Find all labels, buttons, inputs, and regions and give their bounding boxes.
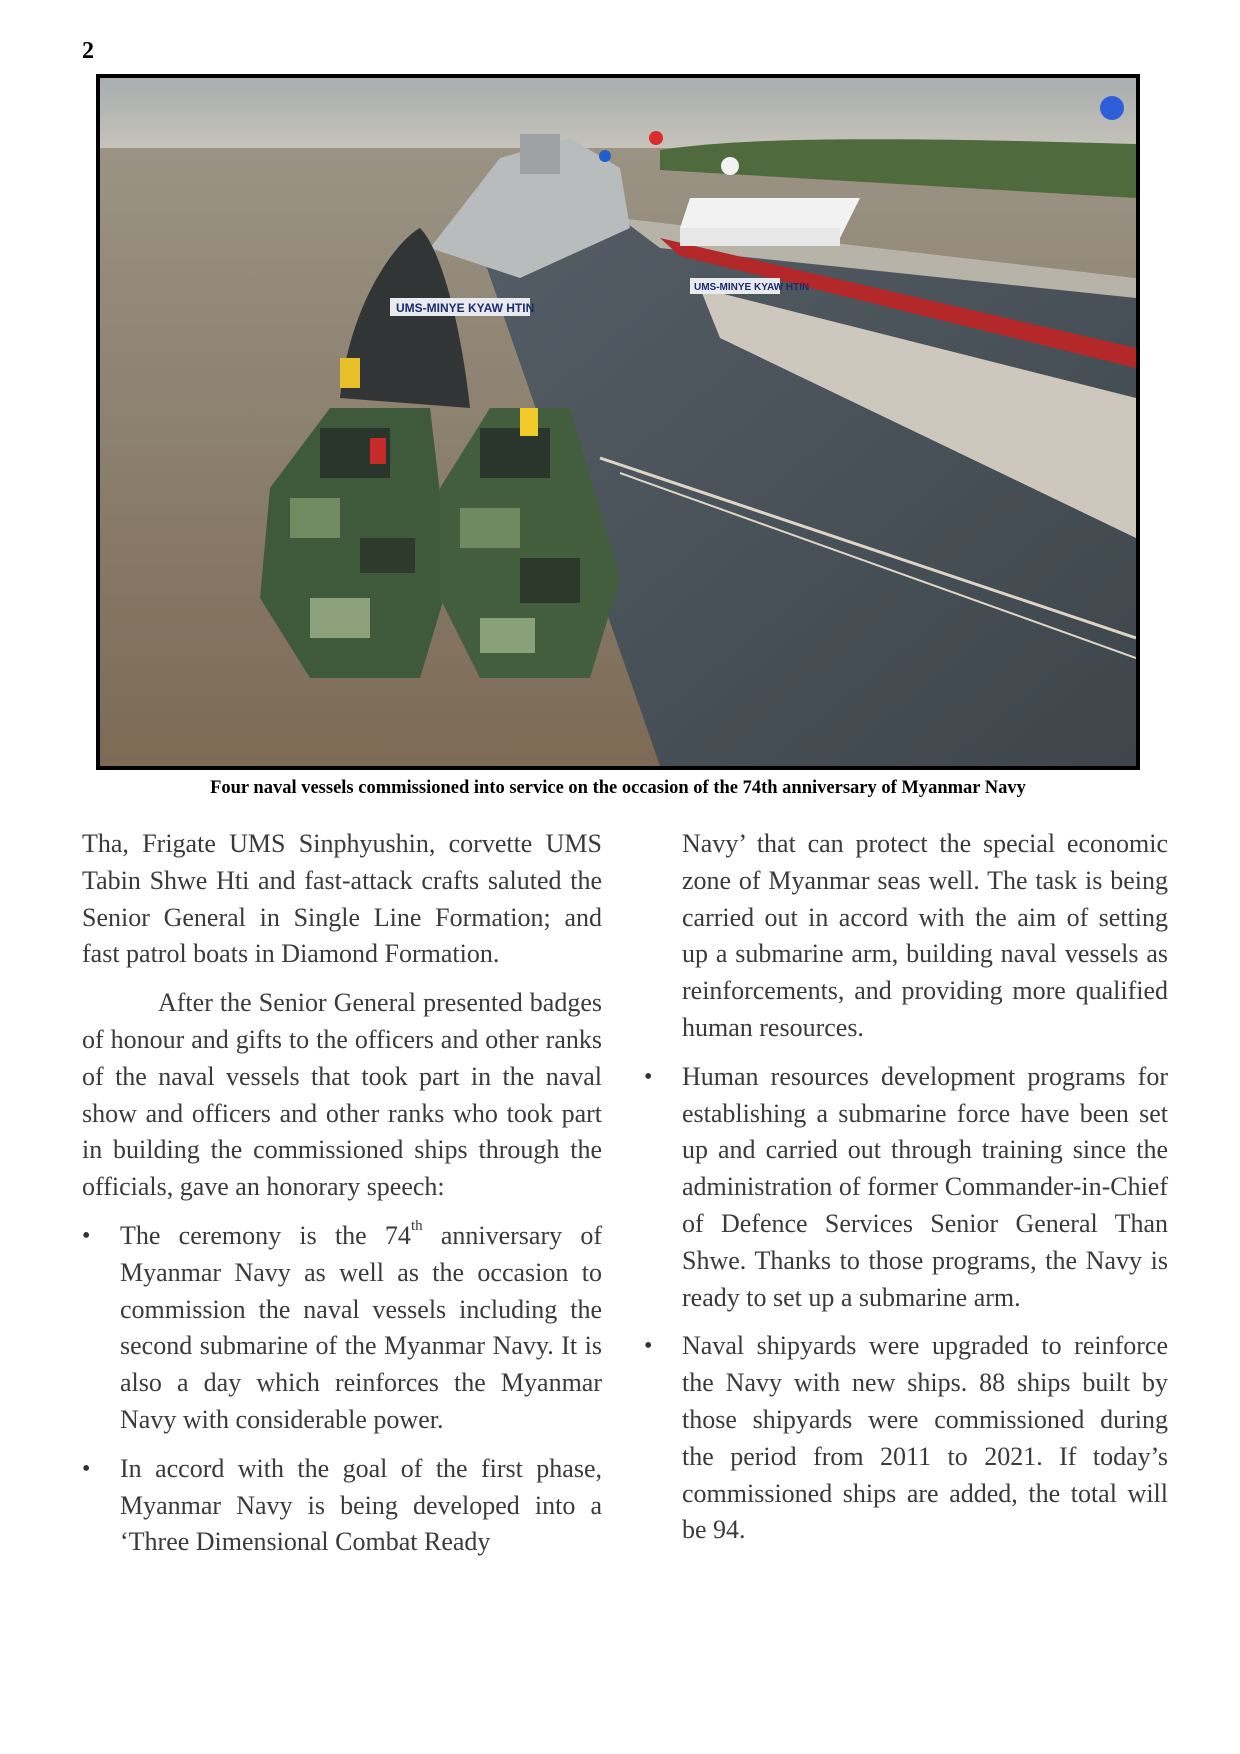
list-item-text: The ceremony is the 74	[120, 1220, 411, 1250]
list-item-text: Naval shipyards were upgraded to reinforce the Navy with new ships. 88 ships built by those shipyards were commissioned during the period from 2011 to 2021. If today’s commissioned ships are added, the total will be 94.	[682, 1331, 1168, 1545]
bullet-icon: •	[82, 1222, 91, 1249]
bullet-icon: •	[644, 1333, 653, 1360]
bullet-list	[82, 1218, 602, 1561]
naval-vessels-photo	[96, 74, 1140, 770]
list-item-text: Human resources development programs for establishing a submarine force have been set up and carried out through training since the administration of former Commander-in-Chief of Defence Services Senior General Than Shwe. Thanks to those programs, the Navy is ready to set up a submarine arm.	[682, 1061, 1168, 1312]
list-item-text: In accord with the goal of the first phase, Myanmar Navy is being developed into a ‘Three Dimensional Combat Ready	[120, 1453, 602, 1557]
ship-banner: UMS-MINYE KYAW HTIN	[694, 282, 810, 293]
list-item	[82, 1451, 602, 1561]
list-item	[82, 1218, 602, 1439]
bullet-icon: •	[644, 1063, 653, 1090]
paragraph: Navy’ that can protect the special economic zone of Myanmar seas well. The task is being carried out in accord with the aim of setting up a submarine arm, building naval vessels as reinforcements, and providing more qualified human resources.	[682, 829, 1168, 1042]
paragraph: Tha, Frigate UMS Sinphyushin, corvette UMS Tabin Shwe Hti and fast-attack crafts saluted the Senior General in Single Line Formation; and fast patrol boats in Diamond Formation.	[82, 829, 602, 969]
bullet-icon: •	[82, 1455, 91, 1482]
list-item	[644, 1328, 1168, 1549]
left-column	[82, 826, 602, 1573]
photo-caption: Four naval vessels commissioned into service on the occasion of the 74th anniversary of Myanmar Navy	[210, 778, 1026, 798]
right-column	[644, 826, 1168, 1561]
paragraph: After the Senior General presented badges of honour and gifts to the officers and other ranks of the naval vessels that took part in the naval show and officers and other ranks who took part in building the commissioned ships through the officials, gave an honorary speech:	[82, 988, 602, 1202]
list-item	[644, 1059, 1168, 1317]
page-number: 2	[82, 38, 94, 64]
ship-banner: UMS-MINYE KYAW HTIN	[396, 301, 535, 315]
list-item-text: anniversary of Myanmar Navy as well as the occasion to commission the naval vessels including the second submarine of the Myanmar Navy. It is also a day which reinforces the Myanmar Navy with considerable power.	[120, 1220, 602, 1434]
superscript: th	[410, 1218, 423, 1235]
bullet-list	[644, 1059, 1168, 1549]
